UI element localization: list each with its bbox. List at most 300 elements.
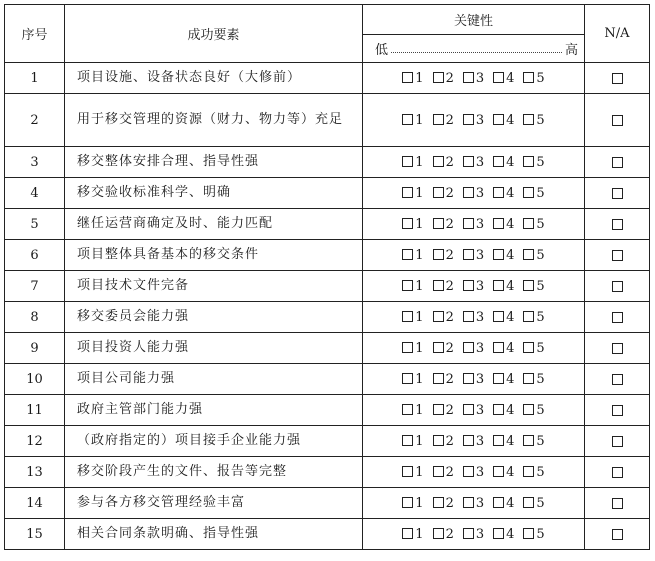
rating-label: 1 [415,464,424,480]
rating-option-3[interactable] [463,113,484,128]
na-cell [585,63,650,94]
checkbox-icon[interactable] [523,280,534,291]
row-number: 7 [5,271,65,302]
rating-label: 3 [475,70,485,86]
rating-option-4[interactable] [493,465,514,480]
scale-low-label: 低 [375,43,389,58]
na-cell [585,457,650,488]
rating-label: 3 [475,433,485,449]
rating-option-2[interactable] [433,403,454,418]
rating-label: 5 [536,309,545,325]
rating-label: 2 [445,464,454,480]
checkbox-icon[interactable] [433,466,444,477]
rating-label: 4 [506,495,515,511]
checkbox-icon[interactable] [493,72,504,83]
rating-option-3[interactable] [463,310,484,325]
rating-label: 4 [506,185,515,201]
rating-label: 2 [445,340,454,356]
na-cell [585,488,650,519]
table-row [5,395,650,426]
checkbox-icon[interactable] [493,342,504,353]
header-factor: 成功要素 [65,5,363,63]
rating-option-4[interactable] [493,113,514,128]
success-factor: 用于移交管理的资源（财力、物力等）充足 [65,94,363,147]
criticality-rating-group [363,271,585,302]
rating-label: 3 [475,216,485,232]
criticality-rating-group [363,209,585,240]
checkbox-icon[interactable] [463,404,474,415]
rating-label: 1 [415,433,424,449]
checkbox-icon[interactable] [433,280,444,291]
checkbox-icon[interactable] [433,156,444,167]
na-cell [585,333,650,364]
rating-label: 5 [536,154,545,170]
rating-option-1[interactable] [402,372,423,387]
rating-label: 5 [536,112,545,128]
checkbox-icon[interactable] [523,404,534,415]
rating-option-4[interactable] [493,71,514,86]
checkbox-icon[interactable] [402,114,413,125]
criticality-rating-group [363,426,585,457]
row-number: 3 [5,147,65,178]
criticality-rating-group [363,395,585,426]
checkbox-icon[interactable] [523,311,534,322]
rating-label: 5 [536,340,545,356]
rating-option-3[interactable] [463,496,484,511]
row-number: 12 [5,426,65,457]
checkbox-icon[interactable] [493,114,504,125]
na-checkbox[interactable] [612,219,623,230]
rating-option-3[interactable] [463,403,484,418]
rating-label: 3 [475,185,485,201]
checkbox-icon[interactable] [433,497,444,508]
checkbox-icon[interactable] [523,435,534,446]
checkbox-icon[interactable] [493,497,504,508]
rating-label: 1 [415,526,424,542]
rating-label: 4 [506,309,515,325]
table-body [5,63,650,550]
success-factor: 参与各方移交管理经验丰富 [65,488,363,519]
checkbox-icon[interactable] [523,497,534,508]
checkbox-icon[interactable] [402,497,413,508]
rating-option-2[interactable] [433,113,454,128]
rating-label: 4 [506,526,515,542]
checkbox-icon[interactable] [402,311,413,322]
success-factor: 移交委员会能力强 [65,302,363,333]
checkbox-icon[interactable] [493,311,504,322]
row-number: 4 [5,178,65,209]
checkbox-icon[interactable] [463,156,474,167]
rating-option-3[interactable] [463,71,484,86]
na-checkbox[interactable] [612,188,623,199]
rating-option-5[interactable] [523,217,544,232]
rating-label: 3 [475,495,485,511]
checkbox-icon[interactable] [463,466,474,477]
checkbox-icon[interactable] [402,404,413,415]
table-row [5,519,650,550]
rating-label: 4 [506,216,515,232]
rating-label: 2 [445,278,454,294]
table-row [5,333,650,364]
success-factor: 项目技术文件完备 [65,271,363,302]
rating-option-3[interactable] [463,527,484,542]
checkbox-icon[interactable] [463,114,474,125]
rating-option-1[interactable] [402,341,423,356]
rating-label: 2 [445,526,454,542]
success-factor: 相关合同条款明确、指导性强 [65,519,363,550]
na-checkbox[interactable] [612,73,623,84]
checkbox-icon[interactable] [402,435,413,446]
checkbox-icon[interactable] [523,249,534,260]
criticality-rating-group [363,178,585,209]
success-factor: 项目公司能力强 [65,364,363,395]
checkbox-icon[interactable] [402,280,413,291]
rating-option-2[interactable] [433,372,454,387]
checkbox-icon[interactable] [433,435,444,446]
rating-label: 1 [415,495,424,511]
rating-label: 1 [415,154,424,170]
rating-label: 2 [445,371,454,387]
na-cell [585,271,650,302]
checkbox-icon[interactable] [523,218,534,229]
na-checkbox[interactable] [612,374,623,385]
na-checkbox[interactable] [612,498,623,509]
na-cell [585,302,650,333]
rating-label: 2 [445,247,454,263]
checkbox-icon[interactable] [402,187,413,198]
rating-option-4[interactable] [493,248,514,263]
rating-option-5[interactable] [523,71,544,86]
row-number: 13 [5,457,65,488]
rating-option-5[interactable] [523,496,544,511]
rating-option-1[interactable] [402,113,423,128]
checkbox-icon[interactable] [402,156,413,167]
rating-label: 4 [506,464,515,480]
rating-option-3[interactable] [463,434,484,449]
rating-label: 5 [536,185,545,201]
checkbox-icon[interactable] [463,218,474,229]
rating-label: 1 [415,371,424,387]
rating-option-5[interactable] [523,403,544,418]
checkbox-icon[interactable] [433,187,444,198]
table-row [5,271,650,302]
rating-option-1[interactable] [402,248,423,263]
rating-option-1[interactable] [402,496,423,511]
rating-label: 2 [445,70,454,86]
checkbox-icon[interactable] [463,435,474,446]
rating-option-2[interactable] [433,310,454,325]
rating-option-2[interactable] [433,217,454,232]
rating-option-4[interactable] [493,496,514,511]
checkbox-icon[interactable] [463,373,474,384]
rating-label: 1 [415,185,424,201]
rating-option-5[interactable] [523,434,544,449]
row-number: 1 [5,63,65,94]
checkbox-icon[interactable] [493,249,504,260]
rating-option-2[interactable] [433,186,454,201]
rating-label: 3 [475,154,485,170]
success-factor: 移交阶段产生的文件、报告等完整 [65,457,363,488]
checkbox-icon[interactable] [433,249,444,260]
rating-option-3[interactable] [463,155,484,170]
table-row [5,178,650,209]
rating-option-2[interactable] [433,279,454,294]
rating-label: 5 [536,247,545,263]
checkbox-icon[interactable] [463,72,474,83]
header-no: 序号 [5,5,65,63]
na-checkbox[interactable] [612,405,623,416]
rating-option-4[interactable] [493,186,514,201]
na-checkbox[interactable] [612,157,623,168]
row-number: 15 [5,519,65,550]
table-row [5,364,650,395]
table-row [5,302,650,333]
table-row [5,240,650,271]
rating-option-2[interactable] [433,527,454,542]
rating-option-4[interactable] [493,310,514,325]
rating-label: 5 [536,402,545,418]
checkbox-icon[interactable] [493,528,504,539]
rating-label: 2 [445,185,454,201]
rating-option-1[interactable] [402,465,423,480]
checkbox-icon[interactable] [433,114,444,125]
na-checkbox[interactable] [612,467,623,478]
rating-option-4[interactable] [493,279,514,294]
criticality-rating-group [363,147,585,178]
rating-label: 3 [475,247,485,263]
table-row [5,63,650,94]
rating-option-1[interactable] [402,434,423,449]
rating-label: 3 [475,340,485,356]
rating-option-1[interactable] [402,310,423,325]
na-checkbox[interactable] [612,343,623,354]
checkbox-icon[interactable] [402,342,413,353]
rating-option-5[interactable] [523,465,544,480]
checkbox-icon[interactable] [523,373,534,384]
rating-label: 1 [415,247,424,263]
rating-label: 5 [536,371,545,387]
rating-label: 2 [445,402,454,418]
na-checkbox[interactable] [612,250,623,261]
success-factor: 项目投资人能力强 [65,333,363,364]
rating-option-1[interactable] [402,403,423,418]
criticality-scale [363,35,585,63]
rating-label: 2 [445,433,454,449]
rating-option-4[interactable] [493,217,514,232]
checkbox-icon[interactable] [493,218,504,229]
criticality-rating-group [363,519,585,550]
checkbox-icon[interactable] [493,187,504,198]
row-number: 5 [5,209,65,240]
success-factor: 移交整体安排合理、指导性强 [65,147,363,178]
checkbox-icon[interactable] [433,373,444,384]
rating-option-1[interactable] [402,155,423,170]
criticality-rating-group [363,302,585,333]
na-checkbox[interactable] [612,436,623,447]
checkbox-icon[interactable] [463,342,474,353]
rating-option-5[interactable] [523,113,544,128]
checkbox-icon[interactable] [402,373,413,384]
rating-option-2[interactable] [433,341,454,356]
checkbox-icon[interactable] [402,249,413,260]
rating-option-5[interactable] [523,527,544,542]
rating-label: 4 [506,340,515,356]
checkbox-icon[interactable] [463,249,474,260]
rating-option-4[interactable] [493,372,514,387]
rating-label: 3 [475,402,485,418]
checkbox-icon[interactable] [523,156,534,167]
checkbox-icon[interactable] [523,187,534,198]
row-number: 9 [5,333,65,364]
na-checkbox[interactable] [612,115,623,126]
rating-option-2[interactable] [433,155,454,170]
rating-option-1[interactable] [402,527,423,542]
checkbox-icon[interactable] [433,218,444,229]
checkbox-icon[interactable] [523,528,534,539]
rating-option-3[interactable] [463,248,484,263]
criticality-rating-group [363,63,585,94]
scale-dotted-line [391,45,562,53]
rating-label: 2 [445,154,454,170]
rating-option-5[interactable] [523,341,544,356]
na-cell [585,364,650,395]
checkbox-icon[interactable] [523,342,534,353]
na-cell [585,147,650,178]
rating-label: 4 [506,154,515,170]
rating-option-3[interactable] [463,465,484,480]
rating-option-4[interactable] [493,341,514,356]
rating-label: 3 [475,309,485,325]
scale-high-label: 高 [564,43,578,58]
rating-option-5[interactable] [523,186,544,201]
rating-option-3[interactable] [463,217,484,232]
rating-option-4[interactable] [493,527,514,542]
rating-label: 4 [506,70,515,86]
rating-label: 3 [475,526,485,542]
rating-option-2[interactable] [433,496,454,511]
checkbox-icon[interactable] [463,187,474,198]
rating-option-3[interactable] [463,186,484,201]
criticality-rating-group [363,240,585,271]
rating-option-3[interactable] [463,341,484,356]
rating-label: 2 [445,495,454,511]
table-row [5,488,650,519]
na-cell [585,426,650,457]
rating-option-5[interactable] [523,155,544,170]
na-checkbox[interactable] [612,529,623,540]
na-checkbox[interactable] [612,281,623,292]
rating-option-2[interactable] [433,434,454,449]
na-cell [585,240,650,271]
rating-option-2[interactable] [433,465,454,480]
checkbox-icon[interactable] [402,466,413,477]
rating-label: 1 [415,278,424,294]
checkbox-icon[interactable] [493,280,504,291]
checkbox-icon[interactable] [493,404,504,415]
checkbox-icon[interactable] [402,218,413,229]
rating-option-5[interactable] [523,310,544,325]
rating-label: 2 [445,216,454,232]
checkbox-icon[interactable] [433,404,444,415]
rating-option-5[interactable] [523,372,544,387]
criticality-rating-group [363,488,585,519]
rating-option-5[interactable] [523,279,544,294]
table-row [5,147,650,178]
success-factor: 继任运营商确定及时、能力匹配 [65,209,363,240]
criticality-rating-group [363,457,585,488]
rating-label: 5 [536,70,545,86]
criticality-rating-group [363,94,585,147]
rating-label: 5 [536,464,545,480]
checkbox-icon[interactable] [433,342,444,353]
checkbox-icon[interactable] [493,466,504,477]
checkbox-icon[interactable] [463,280,474,291]
criticality-rating-group [363,364,585,395]
checkbox-icon[interactable] [433,311,444,322]
rating-label: 4 [506,371,515,387]
row-number: 2 [5,94,65,147]
rating-option-1[interactable] [402,71,423,86]
rating-label: 3 [475,278,485,294]
rating-label: 2 [445,309,454,325]
checkbox-icon[interactable] [523,72,534,83]
rating-option-1[interactable] [402,186,423,201]
rating-option-2[interactable] [433,248,454,263]
checkbox-icon[interactable] [463,311,474,322]
checkbox-icon[interactable] [433,72,444,83]
rating-label: 1 [415,70,424,86]
checkbox-icon[interactable] [523,114,534,125]
table-row [5,94,650,147]
na-checkbox[interactable] [612,312,623,323]
rating-option-4[interactable] [493,403,514,418]
rating-option-3[interactable] [463,279,484,294]
checkbox-icon[interactable] [463,528,474,539]
success-factor: 政府主管部门能力强 [65,395,363,426]
rating-label: 1 [415,216,424,232]
rating-option-4[interactable] [493,155,514,170]
rating-option-1[interactable] [402,279,423,294]
row-number: 14 [5,488,65,519]
rating-label: 4 [506,112,515,128]
checkbox-icon[interactable] [523,466,534,477]
checkbox-icon[interactable] [433,528,444,539]
rating-label: 4 [506,402,515,418]
rating-label: 2 [445,112,454,128]
rating-option-4[interactable] [493,434,514,449]
checkbox-icon[interactable] [402,72,413,83]
rating-option-2[interactable] [433,71,454,86]
rating-label: 5 [536,216,545,232]
header-na: N/A [585,5,650,63]
rating-label: 1 [415,402,424,418]
checkbox-icon[interactable] [493,435,504,446]
checkbox-icon[interactable] [493,156,504,167]
rating-label: 5 [536,526,545,542]
checkbox-icon[interactable] [402,528,413,539]
table-row [5,209,650,240]
rating-option-1[interactable] [402,217,423,232]
rating-label: 4 [506,433,515,449]
row-number: 8 [5,302,65,333]
checkbox-icon[interactable] [493,373,504,384]
success-factor: 项目设施、设备状态良好（大修前） [65,63,363,94]
checkbox-icon[interactable] [463,497,474,508]
rating-option-5[interactable] [523,248,544,263]
criticality-rating-group [363,333,585,364]
rating-option-3[interactable] [463,372,484,387]
success-factor: 移交验收标准科学、明确 [65,178,363,209]
